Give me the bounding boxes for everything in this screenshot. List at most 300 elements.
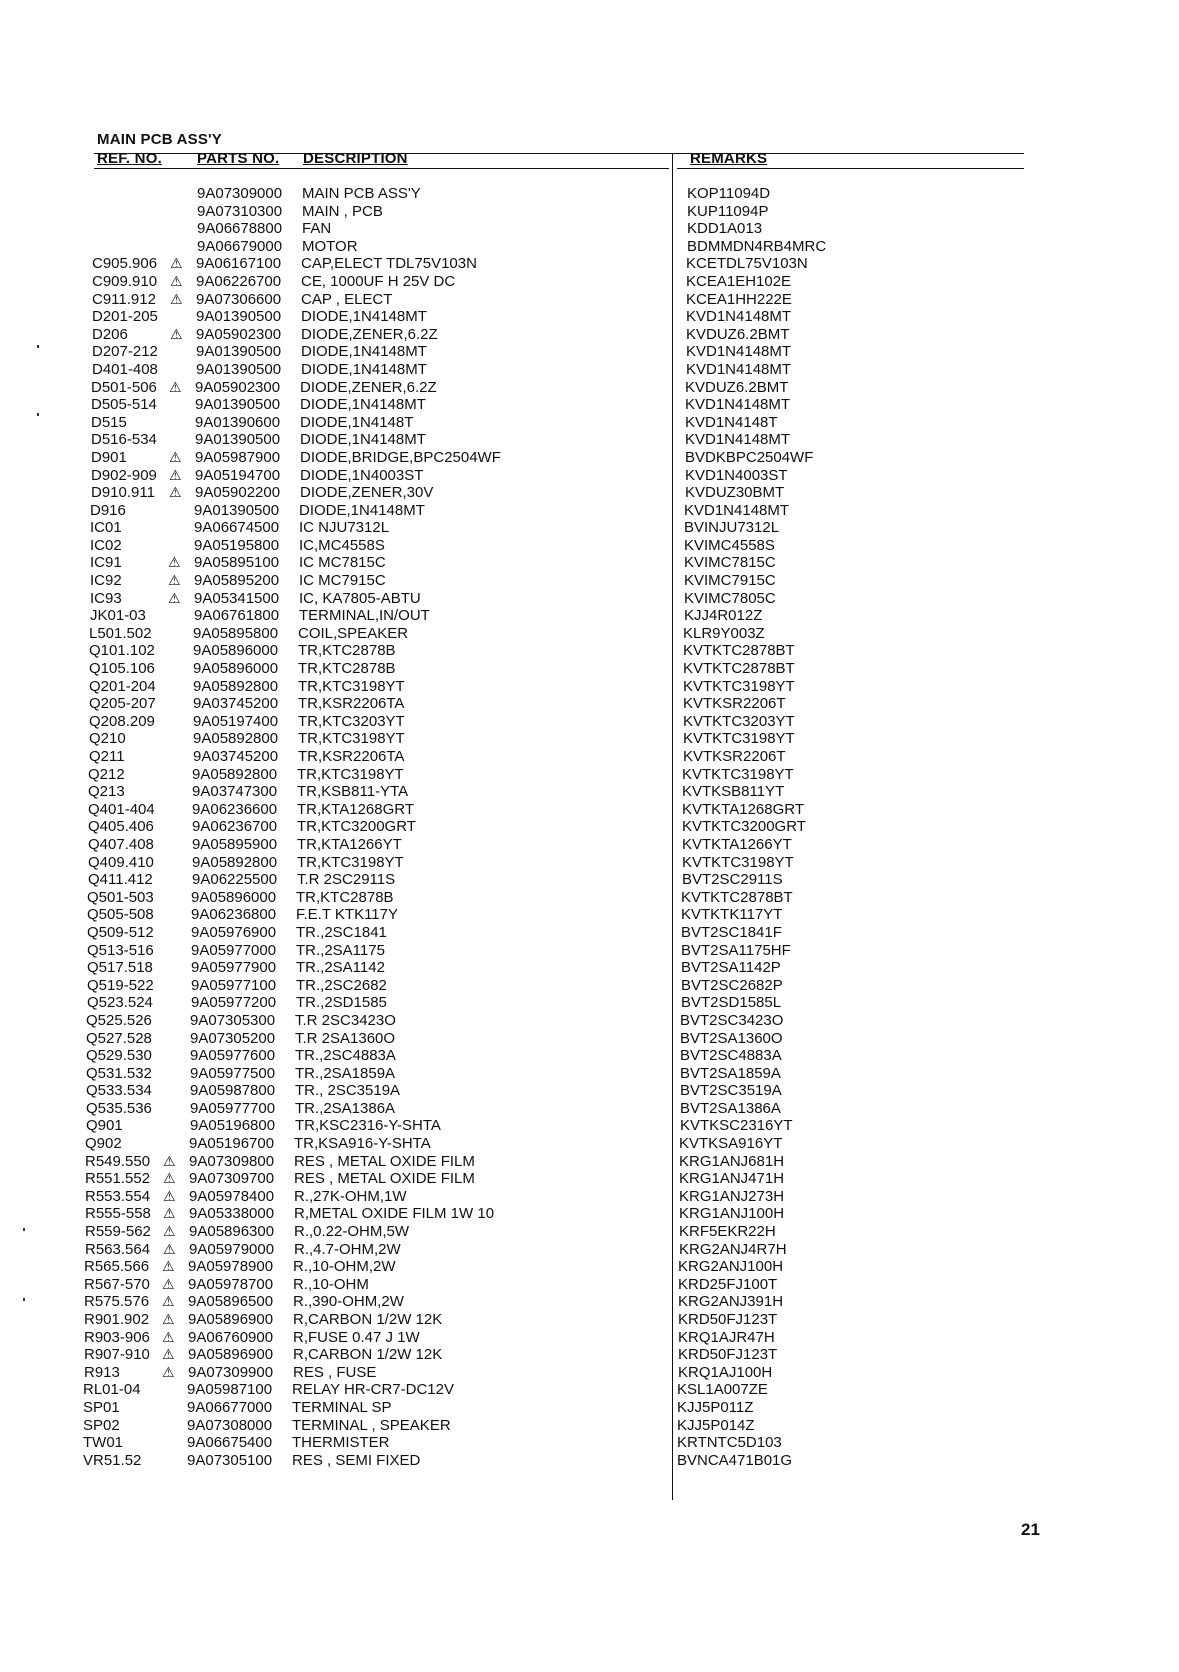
parts-no-cell: 9A05977200: [191, 994, 277, 1012]
ref-no-cell: R903-906: [84, 1328, 150, 1346]
table-row: [0, 818, 1174, 836]
description-cell: MOTOR: [302, 237, 358, 255]
parts-no-cell: 9A05197400: [193, 712, 279, 730]
description-cell: TR,KTA1266YT: [297, 835, 402, 853]
ref-no-cell: R549.550: [85, 1152, 151, 1170]
description-cell: IC MC7915C: [299, 572, 386, 590]
table-row: [0, 449, 1177, 467]
remarks-cell: KDD1A013: [687, 220, 763, 238]
ref-no-cell: R565.566: [84, 1258, 150, 1276]
description-cell: DIODE,1N4148MT: [300, 396, 426, 414]
parts-no-cell: 9A05987800: [190, 1082, 276, 1100]
safety-warning-icon: ⚠: [162, 1293, 175, 1310]
ref-no-cell: Q902: [85, 1135, 122, 1153]
ref-no-cell: L501.502: [89, 624, 152, 642]
table-row: [0, 959, 1173, 977]
description-cell: DIODE,ZENER,30V: [300, 484, 434, 502]
description-cell: DIODE,1N4148MT: [301, 343, 427, 361]
remarks-cell: KUP11094P: [687, 202, 769, 220]
safety-warning-icon: ⚠: [162, 1328, 175, 1345]
safety-warning-icon: ⚠: [169, 484, 182, 501]
remarks-cell: KVIMC7815C: [684, 554, 776, 572]
safety-warning-icon: ⚠: [168, 572, 181, 589]
table-row: [0, 660, 1175, 678]
parts-no-cell: 9A05896000: [193, 660, 279, 678]
ref-no-cell: R563.564: [85, 1240, 151, 1258]
description-cell: IC MC7815C: [299, 554, 386, 572]
remarks-cell: KLR9Y003Z: [683, 624, 765, 642]
table-row: [0, 854, 1174, 872]
remarks-cell: KOP11094D: [687, 185, 771, 202]
ref-no-cell: D501-506: [91, 378, 157, 396]
ref-no-cell: Q523.524: [87, 994, 153, 1012]
header-remarks: REMARKS: [690, 150, 768, 167]
ref-no-cell: Q535.536: [86, 1099, 152, 1117]
remarks-cell: KVTKTC3198YT: [682, 853, 794, 871]
description-cell: TR.,2SC2682: [296, 976, 387, 994]
remarks-cell: KVTKSC2316YT: [680, 1117, 793, 1135]
remarks-cell: KVDUZ6.2BMT: [686, 325, 790, 343]
table-row: [0, 255, 1178, 273]
ref-no-cell: R901.902: [84, 1311, 150, 1328]
table-row: [0, 1012, 1172, 1030]
parts-no-cell: 9A05978400: [189, 1187, 275, 1205]
parts-no-cell: 9A05896900: [188, 1346, 274, 1364]
table-row: [0, 1223, 1171, 1241]
ref-no-cell: VR51.52: [83, 1451, 142, 1469]
parts-no-cell: 9A07305100: [187, 1451, 273, 1469]
table-row: [0, 801, 1174, 819]
parts-no-cell: 9A01390600: [195, 413, 281, 431]
description-cell: MAIN PCB ASS'Y: [302, 185, 421, 202]
table-row: [0, 1417, 1169, 1435]
table-row: [0, 572, 1176, 590]
remarks-cell: BVNCA471B01G: [677, 1451, 793, 1469]
parts-no-cell: 9A06674500: [194, 519, 280, 537]
ref-no-cell: SP02: [83, 1416, 120, 1434]
ref-no-cell: Q901: [86, 1117, 123, 1135]
description-cell: R,FUSE 0.47 J 1W: [293, 1328, 420, 1346]
description-cell: THERMISTER: [292, 1434, 390, 1452]
remarks-cell: KVD1N4003ST: [685, 466, 788, 484]
table-row: [0, 273, 1178, 291]
description-cell: TR.,2SA1175: [296, 941, 385, 959]
table-row: [0, 203, 1179, 221]
scan-speck: [23, 1298, 25, 1301]
table-row: [0, 1082, 1172, 1100]
ref-no-cell: R551.552: [85, 1170, 151, 1188]
remarks-cell: KRG1ANJ100H: [679, 1205, 785, 1223]
description-cell: IC, KA7805-ABTU: [299, 589, 421, 607]
parts-no-cell: 9A07309800: [189, 1152, 275, 1170]
parts-no-cell: 9A05979000: [189, 1240, 275, 1258]
ref-no-cell: Q513-516: [87, 941, 154, 959]
parts-no-cell: 9A07305300: [190, 1011, 276, 1029]
scan-speck: [37, 413, 39, 416]
ref-no-cell: D206: [92, 325, 128, 343]
remarks-cell: BVT2SC1841F: [681, 923, 782, 941]
ref-no-cell: D515: [91, 413, 127, 431]
description-cell: DIODE,ZENER,6.2Z: [300, 378, 437, 396]
parts-no-cell: 9A07308000: [187, 1416, 273, 1434]
remarks-cell: KRG2ANJ100H: [678, 1258, 784, 1276]
parts-no-cell: 9A05987100: [187, 1381, 273, 1399]
ref-no-cell: TW01: [83, 1434, 124, 1452]
header-description: DESCRIPTION: [303, 150, 408, 167]
ref-no-cell: R555-558: [85, 1205, 151, 1223]
remarks-cell: KVTKTC3198YT: [682, 765, 794, 783]
header-parts-no: PARTS NO.: [197, 150, 280, 167]
table-row: [0, 871, 1174, 889]
ref-no-cell: IC92: [90, 572, 122, 590]
description-cell: TR,KSA916-Y-SHTA: [294, 1135, 431, 1153]
ref-no-cell: Q201-204: [89, 677, 156, 695]
remarks-cell: KRG1ANJ273H: [679, 1187, 785, 1205]
ref-no-cell: Q519-522: [87, 976, 154, 994]
parts-no-cell: 9A07309000: [197, 185, 283, 202]
ref-no-cell: Q517.518: [87, 959, 153, 977]
parts-no-cell: 9A07309900: [188, 1363, 274, 1381]
table-row: [0, 484, 1177, 502]
ref-no-cell: Q205-207: [89, 695, 156, 713]
parts-no-cell: 9A05902300: [196, 325, 282, 343]
parts-no-cell: 9A05902200: [195, 484, 281, 502]
table-row: [0, 906, 1173, 924]
ref-no-cell: D207-212: [92, 343, 158, 361]
parts-table: [0, 185, 1179, 1469]
ref-no-cell: Q409.410: [88, 853, 154, 871]
table-row: [0, 994, 1173, 1012]
description-cell: CAP,ELECT TDL75V103N: [301, 255, 477, 273]
parts-no-cell: 9A06679000: [197, 237, 283, 255]
description-cell: T.R 2SC3423O: [295, 1011, 396, 1029]
remarks-cell: KCEA1EH102E: [686, 272, 792, 290]
remarks-cell: BVT2SC3423O: [680, 1011, 784, 1029]
remarks-cell: KRTNTC5D103: [677, 1434, 782, 1452]
table-row: [0, 220, 1179, 238]
safety-warning-icon: ⚠: [162, 1258, 175, 1275]
description-cell: TR.,2SA1859A: [295, 1064, 396, 1082]
description-cell: TERMINAL , SPEAKER: [292, 1416, 451, 1434]
description-cell: IC NJU7312L: [299, 519, 390, 537]
remarks-cell: BVT2SA1386A: [680, 1099, 781, 1117]
parts-no-cell: 9A05896000: [193, 642, 279, 660]
safety-warning-icon: ⚠: [170, 255, 183, 272]
parts-no-cell: 9A01390500: [194, 501, 280, 519]
table-row: [0, 396, 1177, 414]
remarks-cell: KCETDL75V103N: [686, 255, 808, 273]
table-row: [0, 1364, 1170, 1382]
description-cell: RES , METAL OXIDE FILM: [294, 1170, 475, 1188]
description-cell: RES , FUSE: [293, 1363, 377, 1381]
description-cell: R.,10-OHM: [293, 1275, 369, 1293]
table-row: [0, 537, 1176, 555]
description-cell: DIODE,1N4148MT: [300, 431, 426, 449]
parts-no-cell: 9A01390500: [195, 396, 281, 414]
remarks-cell: KRG1ANJ681H: [679, 1152, 785, 1170]
description-cell: TR,KTC3198YT: [298, 677, 405, 695]
section-title: MAIN PCB ASS'Y: [97, 131, 222, 148]
table-row: [0, 625, 1175, 643]
safety-warning-icon: ⚠: [163, 1223, 176, 1240]
remarks-cell: KRQ1AJ100H: [678, 1363, 773, 1381]
description-cell: TR.,2SA1386A: [295, 1099, 396, 1117]
ref-no-cell: IC01: [90, 519, 122, 537]
table-row: [0, 1381, 1169, 1399]
description-cell: R,METAL OXIDE FILM 1W 10: [294, 1205, 495, 1223]
description-cell: RES , SEMI FIXED: [292, 1451, 421, 1469]
parts-no-cell: 9A05341500: [194, 589, 280, 607]
table-row: [0, 326, 1178, 344]
table-row: [0, 467, 1177, 485]
parts-no-cell: 9A05896500: [188, 1293, 274, 1311]
table-row: [0, 502, 1176, 520]
parts-no-cell: 9A05892800: [192, 765, 278, 783]
parts-no-cell: 9A05196700: [189, 1135, 275, 1153]
parts-no-cell: 9A05196800: [190, 1117, 276, 1135]
remarks-cell: KJJ4R012Z: [684, 607, 763, 625]
ref-no-cell: Q405.406: [88, 818, 154, 836]
ref-no-cell: D910.911: [91, 484, 155, 502]
remarks-cell: KVTKTC3203YT: [683, 712, 795, 730]
table-row: [0, 1135, 1171, 1153]
table-row: [0, 977, 1173, 995]
table-row: [0, 836, 1174, 854]
ref-no-cell: Q212: [88, 765, 125, 783]
description-cell: F.E.T KTK117Y: [296, 906, 398, 924]
table-row: [0, 1030, 1172, 1048]
table-row: [0, 361, 1178, 379]
remarks-cell: KVTKTA1266YT: [682, 835, 792, 853]
safety-warning-icon: ⚠: [170, 325, 183, 342]
description-cell: TR.,2SC1841: [296, 923, 387, 941]
description-cell: TR,KSR2206TA: [298, 695, 405, 713]
description-cell: TR.,2SA1142: [296, 959, 385, 977]
parts-no-cell: 9A05895100: [194, 554, 280, 572]
parts-no-cell: 9A03747300: [192, 783, 278, 801]
safety-warning-icon: ⚠: [170, 290, 183, 307]
table-row: [0, 1100, 1172, 1118]
description-cell: FAN: [302, 220, 332, 238]
parts-no-cell: 9A06675400: [187, 1434, 273, 1452]
safety-warning-icon: ⚠: [168, 554, 181, 571]
remarks-cell: KJJ5P014Z: [677, 1416, 755, 1434]
ref-no-cell: Q211: [89, 748, 125, 765]
table-row: [0, 379, 1177, 397]
description-cell: TR,KTC2878B: [298, 642, 396, 660]
ref-no-cell: Q533.534: [86, 1082, 152, 1100]
safety-warning-icon: ⚠: [162, 1363, 175, 1380]
scan-speck: [23, 1228, 25, 1231]
remarks-cell: KVIMC7915C: [684, 572, 776, 590]
ref-no-cell: RL01-04: [83, 1381, 141, 1399]
ref-no-cell: C909.910: [92, 272, 158, 290]
description-cell: R.,4.7-OHM,2W: [294, 1240, 401, 1258]
ref-no-cell: R575.576: [84, 1293, 150, 1311]
table-row: [0, 1153, 1171, 1171]
remarks-cell: KCEA1HH222E: [686, 290, 792, 308]
parts-no-cell: 9A05896900: [188, 1311, 274, 1328]
ref-no-cell: Q525.526: [86, 1011, 152, 1029]
description-cell: TR.,2SD1585: [296, 994, 387, 1012]
parts-no-cell: 9A05977000: [191, 941, 277, 959]
remarks-cell: KVTKSR2206T: [683, 748, 786, 765]
parts-no-cell: 9A05895800: [193, 624, 279, 642]
ref-no-cell: Q531.532: [86, 1064, 152, 1082]
description-cell: DIODE,BRIDGE,BPC2504WF: [300, 448, 501, 466]
description-cell: TERMINAL,IN/OUT: [299, 607, 430, 625]
description-cell: TR,KTC3203YT: [298, 712, 405, 730]
remarks-cell: KVTKTC3200GRT: [682, 818, 806, 836]
table-row: [0, 590, 1176, 608]
ref-no-cell: Q529.530: [86, 1047, 152, 1065]
parts-no-cell: 9A06678800: [197, 220, 283, 238]
parts-no-cell: 9A05977600: [190, 1047, 276, 1065]
remarks-cell: KRG2ANJ4R7H: [679, 1240, 787, 1258]
table-row: [0, 291, 1178, 309]
ref-no-cell: Q509-512: [87, 923, 154, 941]
ref-no-cell: R567-570: [84, 1275, 150, 1293]
remarks-cell: KRD50FJ123T: [678, 1311, 778, 1328]
page-number: 21: [1021, 1520, 1040, 1539]
remarks-cell: KVTKSB811YT: [682, 783, 785, 801]
table-row: [0, 1065, 1172, 1083]
remarks-cell: BVT2SC3519A: [680, 1082, 782, 1100]
table-row: [0, 1311, 1170, 1329]
remarks-cell: BVINJU7312L: [684, 519, 780, 537]
table-row: [0, 695, 1175, 713]
remarks-cell: KRF5EKR22H: [679, 1223, 776, 1241]
safety-warning-icon: ⚠: [169, 448, 182, 465]
parts-no-cell: 9A05338000: [189, 1205, 275, 1223]
table-row: [0, 1241, 1171, 1259]
ref-no-cell: C911.912: [92, 290, 156, 308]
parts-no-cell: 9A05896300: [189, 1223, 275, 1241]
ref-no-cell: Q213: [88, 783, 125, 801]
table-row: [0, 889, 1173, 907]
parts-no-cell: 9A06236600: [192, 800, 278, 818]
description-cell: TR,KTC2878B: [296, 888, 394, 906]
remarks-cell: KJJ5P011Z: [677, 1398, 754, 1416]
ref-no-cell: Q527.528: [86, 1029, 152, 1047]
description-cell: R,CARBON 1/2W 12K: [293, 1311, 443, 1328]
remarks-cell: KRQ1AJR47H: [678, 1328, 775, 1346]
table-row: [0, 766, 1174, 784]
remarks-cell: KVTKTC2878BT: [683, 660, 795, 678]
ref-no-cell: D201-205: [92, 308, 158, 326]
table-row: [0, 414, 1177, 432]
description-cell: DIODE,1N4148MT: [301, 308, 427, 326]
parts-no-cell: 9A05902300: [195, 378, 281, 396]
description-cell: COIL,SPEAKER: [298, 624, 409, 642]
ref-no-cell: Q407.408: [88, 835, 154, 853]
ref-no-cell: Q505-508: [87, 906, 154, 924]
parts-no-cell: 9A05977900: [191, 959, 277, 977]
remarks-cell: KVD1N4148MT: [684, 501, 790, 519]
parts-no-cell: 9A05195800: [194, 536, 280, 554]
description-cell: TR,KTC3198YT: [297, 765, 404, 783]
parts-no-cell: 9A05896000: [191, 888, 277, 906]
remarks-cell: KVTKSR2206T: [683, 695, 786, 713]
safety-warning-icon: ⚠: [169, 378, 182, 395]
description-cell: T.R 2SA1360O: [295, 1029, 396, 1047]
table-row: [0, 730, 1175, 748]
remarks-cell: BVT2SA1360O: [680, 1029, 783, 1047]
remarks-cell: KVD1N4148MT: [685, 396, 791, 414]
ref-no-cell: D902-909: [91, 466, 157, 484]
description-cell: CAP , ELECT: [301, 290, 393, 308]
description-cell: TR,KSB811-YTA: [297, 783, 409, 801]
description-cell: TR,KTC3198YT: [297, 853, 404, 871]
description-cell: R,CARBON 1/2W 12K: [293, 1346, 443, 1364]
table-row: [0, 783, 1174, 801]
parts-no-cell: 9A05194700: [195, 466, 281, 484]
parts-no-cell: 9A07310300: [197, 202, 283, 220]
parts-no-cell: 9A05892800: [193, 730, 279, 748]
ref-no-cell: Q105.106: [89, 660, 155, 678]
ref-no-cell: D401-408: [92, 360, 158, 378]
table-row: [0, 343, 1178, 361]
parts-no-cell: 9A05976900: [191, 923, 277, 941]
remarks-cell: KVTKTC2878BT: [681, 888, 793, 906]
description-cell: DIODE,1N4003ST: [300, 466, 424, 484]
ref-no-cell: IC91: [90, 554, 122, 572]
safety-warning-icon: ⚠: [163, 1152, 176, 1169]
description-cell: DIODE,1N4148MT: [299, 501, 425, 519]
remarks-cell: KVTKTC3198YT: [683, 730, 795, 748]
remarks-cell: KRG2ANJ391H: [678, 1293, 784, 1311]
table-row: [0, 607, 1176, 625]
parts-no-cell: 9A06677000: [187, 1398, 273, 1416]
parts-no-cell: 9A06236800: [191, 906, 277, 924]
parts-no-cell: 9A01390500: [195, 431, 281, 449]
scan-speck: [37, 345, 39, 348]
table-row: [0, 238, 1179, 256]
description-cell: TR,KTA1268GRT: [297, 800, 414, 818]
remarks-cell: BVDKBPC2504WF: [685, 448, 814, 466]
table-row: [0, 1434, 1169, 1452]
table-row: [0, 924, 1173, 942]
description-cell: DIODE,1N4148MT: [301, 360, 427, 378]
parts-no-cell: 9A07306600: [196, 290, 282, 308]
parts-no-cell: 9A06225500: [192, 871, 278, 889]
remarks-cell: BVT2SA1175HF: [681, 941, 791, 959]
ref-no-cell: R907-910: [84, 1346, 150, 1364]
description-cell: DIODE,1N4148T: [300, 413, 414, 431]
safety-warning-icon: ⚠: [163, 1205, 176, 1222]
remarks-cell: BVT2SA1142P: [681, 959, 781, 977]
table-row: [0, 1188, 1171, 1206]
parts-no-cell: 9A05977500: [190, 1064, 276, 1082]
remarks-cell: KVTKTK117YT: [681, 906, 783, 924]
table-row: [0, 942, 1173, 960]
description-cell: R.,27K-OHM,1W: [294, 1187, 407, 1205]
table-row: [0, 1047, 1172, 1065]
description-cell: MAIN , PCB: [302, 202, 383, 220]
remarks-cell: KVD1N4148MT: [686, 308, 792, 326]
parts-no-cell: 9A01390500: [196, 308, 282, 326]
parts-no-cell: 9A07305200: [190, 1029, 276, 1047]
table-row: [0, 1399, 1169, 1417]
header-rule-bottom: [94, 168, 669, 169]
remarks-cell: KVD1N4148T: [685, 413, 778, 431]
parts-no-cell: 9A06226700: [196, 272, 282, 290]
ref-no-cell: C905.906: [92, 255, 158, 273]
ref-no-cell: D516-534: [91, 431, 157, 449]
description-cell: R.,0.22-OHM,5W: [294, 1223, 410, 1241]
description-cell: RES , METAL OXIDE FILM: [294, 1152, 475, 1170]
description-cell: TR,KSR2206TA: [298, 748, 405, 765]
